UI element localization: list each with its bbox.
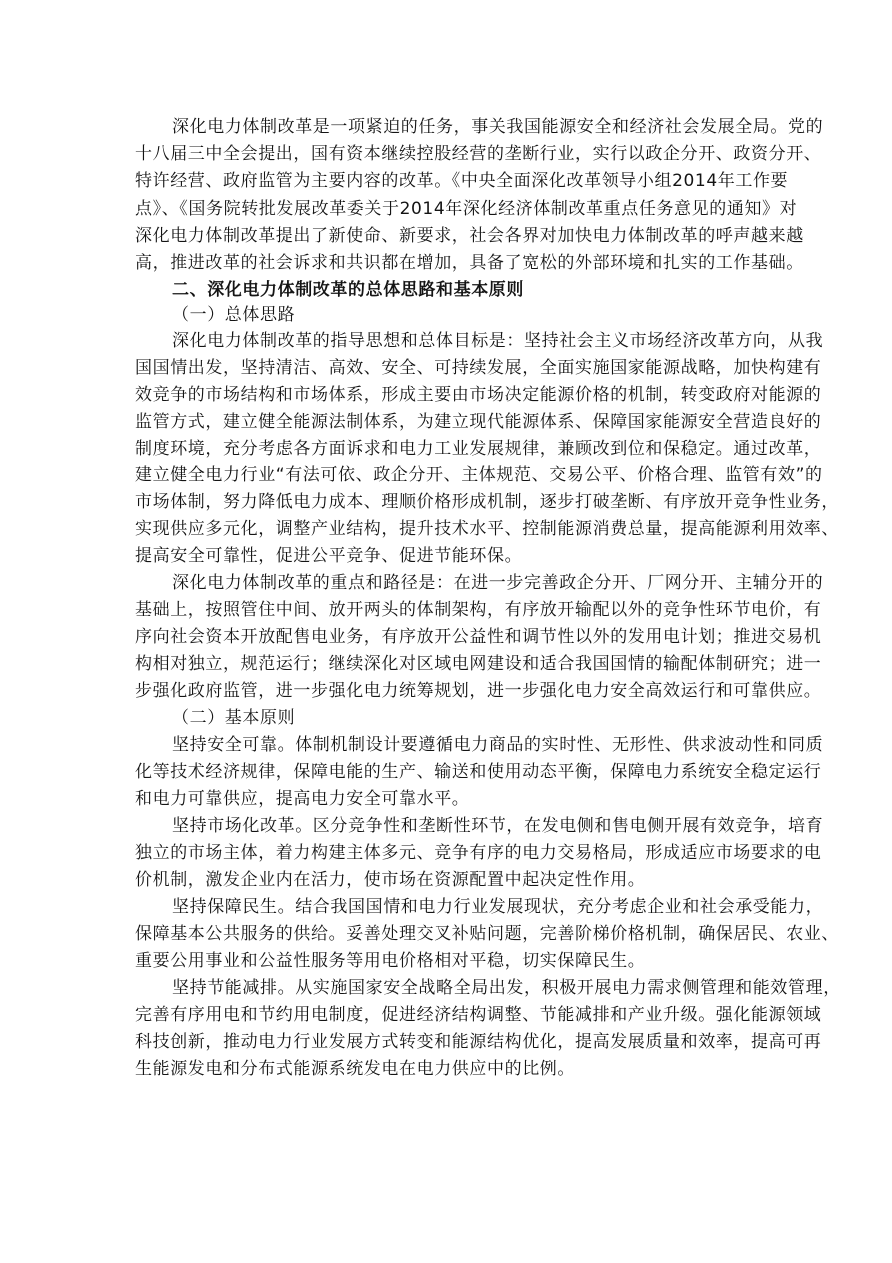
- text-line: 生能源发电和分布式能源系统发电在电力供应中的比例。: [135, 1059, 575, 1079]
- text-line: 实现供应多元化，调整产业结构，提升技术水平、控制能源消费总量，提高能源利用效率、: [135, 519, 839, 539]
- text-line: 高，推进改革的社会诉求和共识都在增加，具备了宽松的外部环境和扎实的工作基础。: [135, 253, 804, 273]
- text-line: 制度环境，充分考虑各方面诉求和电力工业发展规律，兼顾改到位和保稳定。通过改革，: [135, 439, 822, 459]
- text-line: 国国情出发，坚持清洁、高效、安全、可持续发展，全面实施国家能源战略，加快构建有: [135, 358, 822, 378]
- text-line: 序向社会资本开放配售电业务，有序放开公益性和调节性以外的发用电计划；推进交易机: [135, 627, 822, 647]
- text-line: 监管方式，建立健全能源法制体系，为建立现代能源体系、保障国家能源安全营造良好的: [135, 412, 822, 432]
- subsection-heading: （一）总体思路: [172, 305, 296, 325]
- text-line: 坚持安全可靠。体制机制设计要遵循电力商品的实时性、无形性、供求波动性和同质: [172, 735, 824, 755]
- text-line: 化等技术经济规律，保障电能的生产、输送和使用动态平衡，保障电力系统安全稳定运行: [135, 762, 822, 782]
- text-line: 建立健全电力行业“有法可依、政企分开、主体规范、交易公平、价格合理、监管有效”的: [135, 465, 823, 485]
- text-line: 提高安全可靠性，促进公平竞争、促进节能环保。: [135, 546, 523, 566]
- text-line: 独立的市场主体，着力构建主体多元、竞争有序的电力交易格局，形成适应市场要求的电: [135, 843, 822, 863]
- text-line: 十八届三中全会提出，国有资本继续控股经营的垄断行业，实行以政企分开、政资分开、: [135, 144, 822, 164]
- text-line: 保障基本公共服务的供给。妥善处理交叉补贴问题，完善阶梯价格机制，确保居民、农业、: [135, 924, 839, 944]
- text-line: 完善有序用电和节约用电制度，促进经济结构调整、节能减排和产业升级。强化能源领域: [135, 1005, 822, 1025]
- text-line: 构相对独立，规范运行；继续深化对区域电网建设和适合我国国情的输配体制研究；进一: [135, 654, 822, 674]
- text-line: 基础上，按照管住中间、放开两头的体制架构，有序放开输配以外的竞争性环节电价，有: [135, 600, 822, 620]
- text-line: 坚持市场化改革。区分竞争性和垄断性环节，在发电侧和售电侧开展有效竞争，培育: [172, 816, 824, 836]
- text-line: 市场体制，努力降低电力成本、理顺价格形成机制，逐步打破垄断、有序放开竞争性业务，: [135, 492, 839, 512]
- text-line: 价机制，激发企业内在活力，使市场在资源配置中起决定性作用。: [135, 870, 646, 890]
- text-line: 坚持节能减排。从实施国家安全战略全局出发，积极开展电力需求侧管理和能效管理，: [172, 978, 841, 998]
- text-line: 深化电力体制改革提出了新使命、新要求，社会各界对加快电力体制改革的呼声越来越: [135, 226, 804, 246]
- text-line: 效竞争的市场结构和市场体系，形成主要由市场决定能源价格的机制，转变政府对能源的: [135, 385, 822, 405]
- text-line: 坚持保障民生。结合我国国情和电力行业发展现状，充分考虑企业和社会承受能力，: [172, 897, 824, 917]
- text-line: 深化电力体制改革的指导思想和总体目标是：坚持社会主义市场经济改革方向，从我: [172, 331, 824, 351]
- text-line: 步强化政府监管，进一步强化电力统筹规划，进一步强化电力安全高效运行和可靠供应。: [135, 681, 822, 701]
- text-line: 点》、《国务院转批发展改革委关于2014年深化经济体制改革重点任务意见的通知》对: [135, 199, 798, 219]
- section-heading: 二、深化电力体制改革的总体思路和基本原则: [172, 280, 524, 300]
- text-line: 特许经营、政府监管为主要内容的改革。《中央全面深化改革领导小组2014年工作要: [135, 171, 789, 191]
- text-line: 重要公用事业和公益性服务等用电价格相对平稳，切实保障民生。: [135, 951, 646, 971]
- text-line: 深化电力体制改革是一项紧迫的任务，事关我国能源安全和经济社会发展全局。党的: [172, 117, 824, 137]
- text-line: 和电力可靠供应，提高电力安全可靠水平。: [135, 789, 470, 809]
- text-line: 科技创新，推动电力行业发展方式转变和能源结构优化，提高发展质量和效率，提高可再: [135, 1032, 822, 1052]
- subsection-heading: （二）基本原则: [172, 708, 296, 728]
- text-line: 深化电力体制改革的重点和路径是：在进一步完善政企分开、厂网分开、主辅分开的: [172, 573, 824, 593]
